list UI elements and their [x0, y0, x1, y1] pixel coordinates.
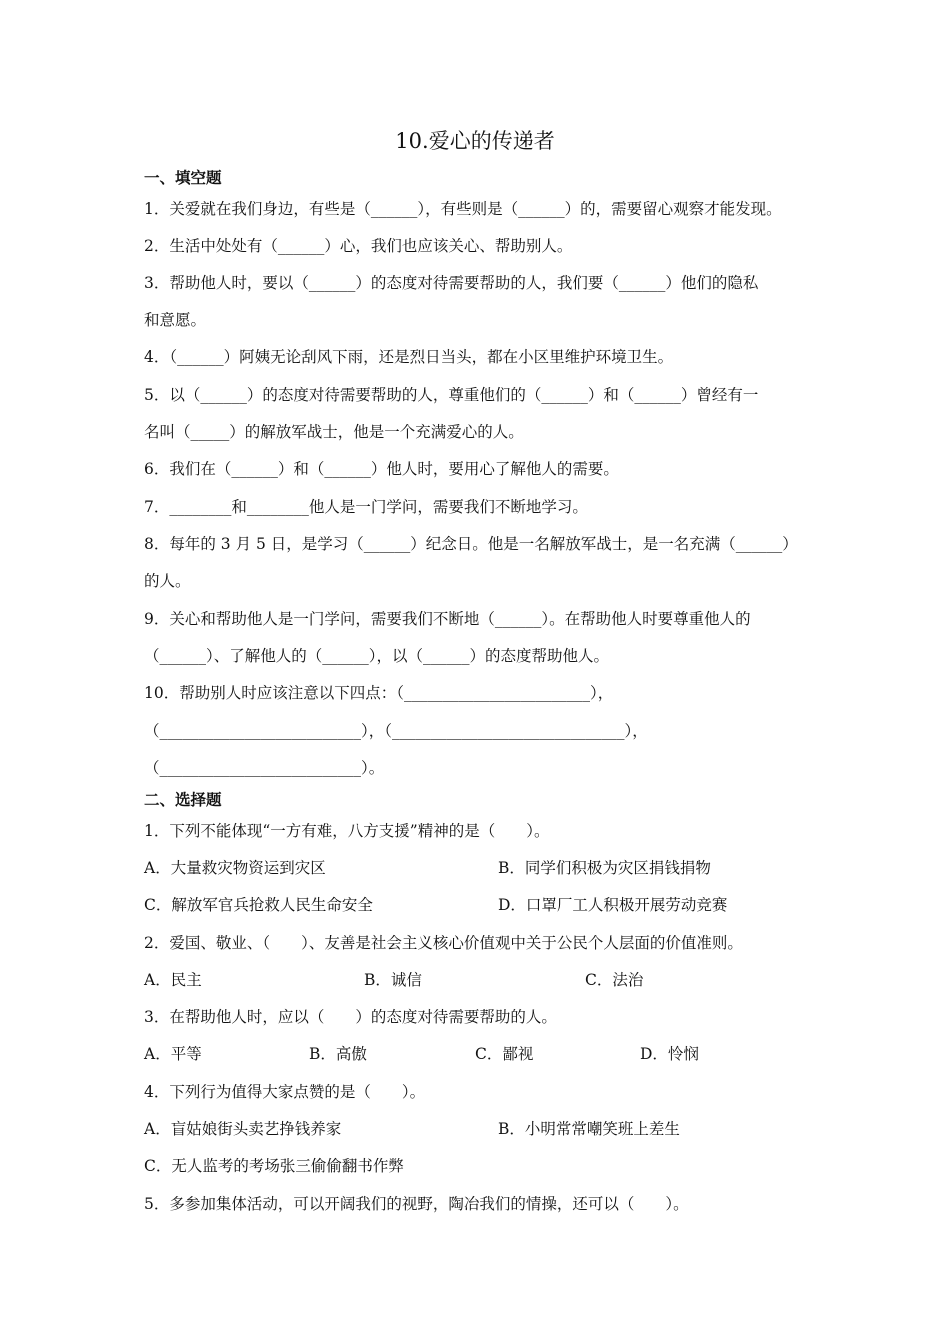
option-d: D．口罩厂工人积极开展劳动竞赛 — [498, 896, 728, 914]
fill-blank-line: 和意愿。 — [144, 311, 207, 329]
fill-blank-line: 的人。 — [144, 572, 191, 590]
page-title: 10.爱心的传递者 — [395, 129, 555, 153]
option-c: C．法治 — [585, 971, 644, 989]
option-a: A．大量救灾物资运到灾区 — [144, 859, 326, 877]
fill-blank-line: 2．生活中处处有（______）心，我们也应该关心、帮助别人。 — [144, 237, 573, 255]
question-stem: 2．爱国、敬业、（ ）、友善是社会主义核心价值观中关于公民个人层面的价值准则。 — [144, 934, 743, 952]
fill-blank-line: 3．帮助他人时，要以（______）的态度对待需要帮助的人，我们要（______）他们的隐私 — [144, 274, 759, 292]
fill-blank-line: 名叫（_____）的解放军战士，他是一个充满爱心的人。 — [144, 423, 524, 441]
fill-blank-line: 10．帮助别人时应该注意以下四点：（________________________）， — [144, 684, 614, 702]
option-c: C．鄙视 — [475, 1045, 534, 1063]
fill-blank-line: （__________________________），（______________________________）， — [144, 722, 648, 740]
section-heading-fill-blank: 一、填空题 — [144, 169, 222, 187]
fill-blank-line: （______）、了解他人的（______），以（______）的态度帮助他人。 — [144, 647, 610, 665]
option-b: B．高傲 — [309, 1045, 367, 1063]
option-c: C．解放军官兵抢救人民生命安全 — [144, 896, 373, 914]
question-stem: 5．多参加集体活动，可以开阔我们的视野，陶冶我们的情操，还可以（ ）。 — [144, 1195, 689, 1213]
fill-blank-line: （__________________________）。 — [144, 759, 385, 777]
question-stem: 1．下列不能体现“一方有难，八方支援”精神的是（ ）。 — [144, 822, 550, 840]
question-stem: 3．在帮助他人时，应以（ ）的态度对待需要帮助的人。 — [144, 1008, 557, 1026]
option-d: D．怜悯 — [640, 1045, 699, 1063]
fill-blank-line: 5．以（______）的态度对待需要帮助的人，尊重他们的（______）和（______）曾经有一 — [144, 386, 759, 404]
option-a: A．民主 — [144, 971, 202, 989]
fill-blank-line: 6．我们在（______）和（______）他人时，要用心了解他人的需要。 — [144, 460, 619, 478]
option-b: B．诚信 — [364, 971, 422, 989]
option-b: B．小明常常嘲笑班上差生 — [498, 1120, 680, 1138]
section-heading-choice: 二、选择题 — [144, 791, 222, 809]
fill-blank-line: 9．关心和帮助他人是一门学问，需要我们不断地（______）。在帮助他人时要尊重他人的 — [144, 610, 751, 628]
fill-blank-line: 7．________和________他人是一门学问，需要我们不断地学习。 — [144, 498, 588, 516]
question-stem: 4．下列行为值得大家点赞的是（ ）。 — [144, 1083, 426, 1101]
option-c: C．无人监考的考场张三偷偷翻书作弊 — [144, 1157, 404, 1175]
option-a: A．盲姑娘街头卖艺挣钱养家 — [144, 1120, 342, 1138]
option-b: B．同学们积极为灾区捐钱捐物 — [498, 859, 711, 877]
fill-blank-line: 1．关爱就在我们身边，有些是（______），有些则是（______）的，需要留心观察才能发现。 — [144, 200, 782, 218]
option-a: A．平等 — [144, 1045, 202, 1063]
fill-blank-line: 4．（______）阿姨无论刮风下雨，还是烈日当头，都在小区里维护环境卫生。 — [144, 348, 674, 366]
fill-blank-line: 8．每年的 3 月 5 日，是学习（______）纪念日。他是一名解放军战士，是一名充满（______） — [144, 535, 798, 553]
